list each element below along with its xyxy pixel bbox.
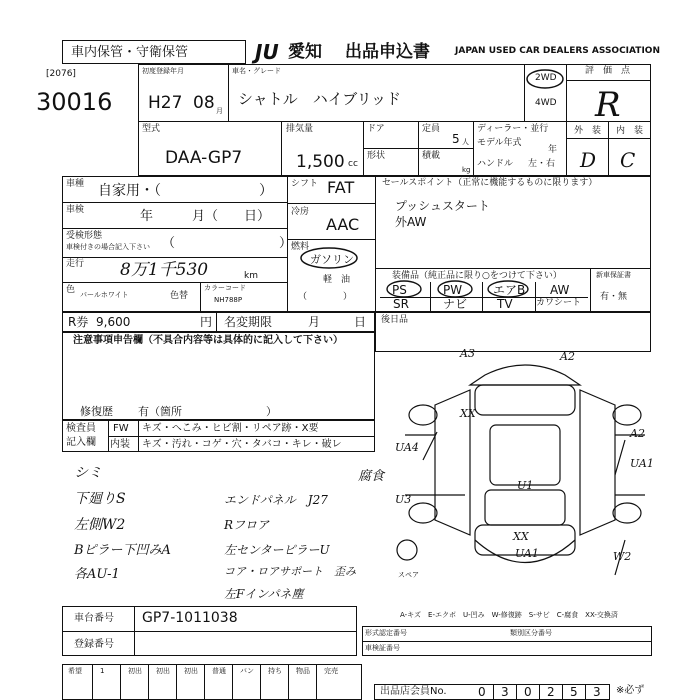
equipment-grid [380,282,588,312]
inspector-fw: FW [113,423,129,434]
handwritten-notes [62,460,402,610]
shift-value: FAT [327,178,355,197]
cert-no-label: 車検証番号 [365,644,400,652]
equip-tv: TV [497,297,513,311]
member-digit-1: 3 [501,685,509,699]
usage-label: 車種 [66,179,85,189]
name-change-day: 日 [354,315,367,329]
form-cert-label: 形式認定番号 [365,629,407,637]
exterior-label: 外 装 [574,126,602,136]
dealer-label: ディーラー・並行 [477,124,549,134]
mileage-unit: km [244,271,258,281]
lot-code: [2076] [46,69,76,79]
dmg-xx-top: XX [460,407,476,420]
lot-number: 30016 [36,88,113,116]
displacement-unit: cc [348,159,358,169]
hw-right-4: 左センターピラーU [224,543,330,557]
inspector-label-2: 記入欄 [66,437,96,448]
drive-circle [526,68,566,90]
warranty-value: 有・無 [600,292,628,302]
hw-right-6: 左Fインパネ塵 [224,587,304,601]
storage-label: 車内保管・守衛保管 [71,45,189,60]
name-change-label: 名変期限 [224,315,273,329]
hw-left-3: 左側W2 [74,517,126,533]
footer-cell-1: 1 [100,667,105,675]
dmg-xx-bottom: XX [513,530,529,543]
load-unit: kg [462,166,471,174]
year-unit: 年 [548,145,558,155]
member-digits [470,684,610,700]
hw-right-5: コア・ロアサポート 歪み [224,565,356,578]
ju-logo: JU [255,40,279,64]
equip-aw: AW [550,283,570,297]
recycle-value: 9,600 [96,315,131,329]
model-value: DAA-GP7 [165,148,243,168]
after-market-label: 後日品 [381,315,409,325]
fuel-value: ガソリン [310,253,354,266]
drive-4wd: 4WD [535,98,557,108]
aircon-value: AAC [326,215,360,234]
load-label: 積載 [422,151,441,161]
name-change-month: 月 [308,315,321,329]
fuel-other: （ ） [298,292,353,302]
hw-right-2: エンドパネル J27 [224,493,328,507]
inspector-label-1: 検査員 [66,423,96,434]
hw-left-4: Bピラー下凹みA [74,543,171,558]
grade-exterior: D [580,148,597,172]
registration-era: H27 [148,93,183,113]
car-name-value: シャトル ハイブリッド [238,90,402,108]
model-label: 型式 [142,124,161,134]
color-label: 色 [66,285,76,295]
recycle-label: R券 [68,315,89,329]
spare-label: スペア [398,571,419,579]
selling-point-2: 外AW [395,215,427,229]
inspection-value: 年 月（ 日） [140,209,271,224]
handle-label: ハンドル [477,159,514,169]
footer-cell-6: バン [240,667,254,675]
footer-cell-2: 初出 [128,667,142,675]
repair-value: 有（箇所 [138,405,182,418]
mileage-value: 8万1千530 [120,260,209,280]
selling-points-label: セールスポイント（正常に機能するものに限ります） [382,178,598,188]
recycle-unit: 円 [200,315,213,329]
equip-navi: ナビ [443,297,468,311]
handle-value: 左・右 [528,159,556,169]
equip-ps: PS [392,283,407,297]
legend: A-キズ E-エクボ U-凹み W-修復跡 S-サビ C-腐食 XX-交換済 [400,611,618,619]
drive-2wd: 2WD [535,73,557,83]
aircon-label: 冷房 [291,207,310,217]
dmg-u1: U1 [517,479,534,492]
hw-left-2: 下廻りS [74,491,126,507]
member-digit-5: 3 [593,685,601,699]
model-year-label: モデル年式 [477,138,522,148]
footer-cell-9: 完売 [324,667,338,675]
displacement-label: 排気量 [286,124,314,134]
member-digit-0: 0 [478,685,486,699]
footer-cell-7: 持ち [268,667,282,675]
footer-cell-5: 普通 [212,667,226,675]
registration-month: 08 [193,93,215,113]
displacement-value: 1,500 [296,152,345,172]
inspection-form-value: （ ） [162,236,293,251]
interior-label: 内 装 [616,126,644,136]
month-unit: 月 [216,107,223,115]
member-digit-3: 2 [547,685,555,699]
dmg-ua1-bottom: UA1 [515,547,539,560]
notes-label: 注意事項申告欄（不具合内容等は具体的に記入して下さい） [73,335,343,346]
footer-cell-4: 初出 [184,667,198,675]
footer-stamp: ※必ず [616,685,645,696]
car-diagram [395,345,655,595]
dmg-w2: W2 [613,550,632,563]
dmg-u3: U3 [395,493,412,506]
association-name: JAPAN USED CAR DEALERS ASSOCIATION [455,46,660,56]
inspection-form-note: 車検付きの場合記入下さい [66,243,150,251]
footer-cell-0: 希望 [68,667,82,675]
selling-point-1: プッシュスタート [395,199,490,213]
inspector-fw-text: キズ・へこみ・ヒビ割・リペア跡・X要 [142,423,319,434]
class-label: 類別区分番号 [510,629,552,637]
equip-sr: SR [393,297,409,311]
capacity-value: 5 [452,132,460,146]
dmg-a2-top: A2 [560,350,575,363]
mileage-label: 走行 [66,259,85,269]
member-label: 出品店会員No. [380,686,447,697]
dmg-ua1-right: UA1 [630,457,654,470]
usage-value: 自家用・（ ） [98,183,273,199]
chassis-label: 車台番号 [74,613,114,624]
inspection-form-label: 受検形態 [66,231,103,241]
fuel-circle [300,247,360,269]
grade-interior: C [620,148,636,172]
hw-left-5: 各AU-1 [74,567,120,582]
lot-code-value: 2076 [49,69,73,79]
hw-left-1: シミ [74,465,102,481]
repair-label: 修復歴 [80,405,113,418]
grade-overall: R [595,85,621,125]
capacity-unit: 人 [462,138,469,146]
registration-label: 初度登録年月 [142,67,184,75]
hw-right-1: 腐食 [358,469,385,484]
footer-cell-8: 物品 [296,667,310,675]
equip-leather: カワシート [536,298,582,308]
storage-box [62,40,246,64]
registration-no-label: 登録番号 [74,639,114,650]
footer-cell-3: 初出 [156,667,170,675]
doors-label: ドア [367,124,385,134]
member-digit-2: 0 [524,685,532,699]
fuel-alt: 軽 油 [323,275,351,285]
inspector-interior: 内装 [110,439,130,450]
fuel-label: 燃料 [291,242,310,252]
member-digit-4: 5 [570,685,578,699]
equipment-label: 装備品（純正品に限り○をつけて下さい） [392,271,562,281]
capacity-label: 定員 [422,124,441,134]
equip-pw: PW [443,283,463,297]
logo-text: 愛知 [288,42,322,62]
chassis-value: GP7-1011038 [142,610,238,626]
dmg-ua4: UA4 [395,441,419,454]
form-title: 出品申込書 [345,42,430,62]
color-code: NH788P [214,296,243,304]
color-code-label: カラーコード [204,284,246,292]
hw-right-3: Rフロア [224,518,270,532]
equip-airbag: エアB [493,283,526,297]
inspector-interior-text: キズ・汚れ・コゲ・穴・タバコ・キレ・破レ [142,439,342,450]
dmg-a2-right: A2 [630,427,645,440]
footer-cells [62,664,362,700]
grade-label: 評 価 点 [585,66,631,76]
inspection-label: 車検 [66,205,85,215]
color-value: パールホワイト [80,291,129,299]
shift-label: シフト [291,179,319,189]
repair-close: ） [266,405,277,418]
car-name-label: 車名・グレード [232,67,281,75]
warranty-label: 新車保証書 [596,271,631,279]
shape-label: 形状 [367,151,386,161]
dmg-a3: A3 [460,347,475,360]
color-change-label: 色替 [170,291,189,301]
